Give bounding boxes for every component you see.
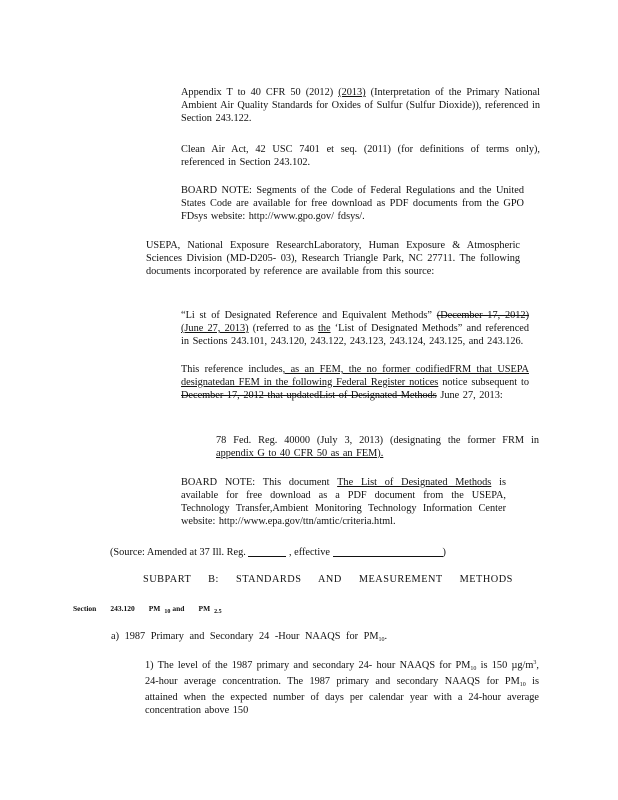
reference-includes-text: notice subsequent to <box>438 376 529 388</box>
inserted-text: (June 27, 2013) <box>181 322 249 334</box>
item-1-text: , 24-hour average concentration. The 1987 primary and secondary NAAQS for PM <box>145 660 539 687</box>
list-ref-text: ‘List of Designated Methods” and referenced in Sections 243.101, 243.120, 243.122, 243.123, 243.124, 243.125, and 243.126. <box>181 322 529 347</box>
section-heading <box>73 604 236 615</box>
clean-air-act-paragraph: Clean Air Act, 42 USC 7401 et seq. (2011) (for definitions of terms only), referenced in Section 243.102. <box>181 144 540 168</box>
reference-includes-text: This reference includes <box>181 364 283 375</box>
section-label: Section <box>73 604 97 613</box>
subsection-a <box>111 630 387 647</box>
subsection-a-end: . <box>384 631 388 642</box>
board-note-gpo: BOARD NOTE: Segments of the Code of Federal Regulations and the United States Code are available for free download as PDF documents from the GPO FDsys website: http://www.gpo.gov/ fdsys/. <box>181 185 524 222</box>
list-designated-methods-paragraph <box>181 310 529 349</box>
item-1-text: is 150 µg/m <box>476 660 534 671</box>
section-number: 243.120 <box>110 604 135 613</box>
subscript-10: 10 <box>519 681 526 688</box>
appendix-t-text: Appendix T to 40 CFR 50 (2012) <box>181 87 339 98</box>
item-1-paragraph <box>145 657 539 718</box>
blank-effective-date <box>333 546 443 557</box>
section-sub-10: 10 <box>164 609 171 615</box>
section-pm: PM <box>148 604 161 613</box>
reference-includes-paragraph <box>181 364 529 403</box>
appendix-t-paragraph <box>181 87 540 126</box>
usepa-source-paragraph: USEPA, National Exposure ResearchLaboratory, Human Exposure & Atmospheric Sciences Division (MD-D205- 03), Research Triangle Park, NC 27711. The following documents incorporated by reference are available from this source: <box>146 240 520 277</box>
inserted-text: (2013) <box>338 87 366 98</box>
board-note-list <box>181 477 506 529</box>
fed-reg-text: 78 Fed. Reg. 40000 (July 3, 2013) (designating the former FRM in <box>216 435 539 446</box>
reference-includes-text: June 27, 2013: <box>436 389 503 401</box>
section-pm: PM <box>198 604 211 613</box>
subpart-heading: SUBPART B: STANDARDS AND MEASUREMENT METHODS <box>143 574 513 585</box>
source-line <box>110 546 446 559</box>
appendix-t-text-cont: (Interpretation of the Primary National Ambient Air Quality Standards for Oxides of Sulfur (Sulfur Dioxide)), referenced in Section 243.122. <box>181 87 540 124</box>
inserted-text: the <box>317 322 331 334</box>
inserted-text: appendix G to 40 CFR 50 as an FEM). <box>216 447 384 459</box>
struck-text: December 17, 2012 that updatedList of Designated Methods <box>181 389 437 401</box>
fed-reg-paragraph <box>216 435 539 461</box>
struck-text: (December 17, 2012) <box>436 310 530 321</box>
board-note-text: BOARD NOTE: This document <box>181 477 338 488</box>
subscript-10: 10 <box>470 666 477 672</box>
item-1-text: 1) The level of the 1987 primary and secondary 24- hour NAAQS for PM <box>145 660 471 671</box>
inserted-text: , as an FEM, the no former codifiedFRM that USEPA designatedan FEM in the following Federal Register notices <box>181 364 529 388</box>
section-sub-2-5: 2.5 <box>214 609 222 615</box>
source-text: (Source: Amended at 37 Ill. Reg. <box>110 547 249 558</box>
source-text: ) <box>442 547 446 558</box>
section-and: and <box>172 604 185 613</box>
item-1-text: is attained when the expected number of days per calendar year with a 24-hour average concentration above 150 <box>145 675 539 716</box>
list-ref-text: (referred to as <box>248 322 318 334</box>
blank-register-number <box>248 546 286 557</box>
subscript-10: 10 <box>378 637 385 643</box>
source-text: , effective <box>286 547 333 558</box>
subsection-a-text: a) 1987 Primary and Secondary 24 -Hour NAAQS for PM <box>111 631 379 642</box>
board-note-text: is available for free download as a PDF document from the USEPA, Technology Transfer,Ambient Monitoring Technology Information Center website: http://www.epa.gov/ttn/amtic/criteria.html. <box>181 477 506 527</box>
inserted-text: The List of Designated Methods <box>337 477 492 488</box>
superscript-3: 3 <box>533 660 537 666</box>
list-ref-text: “Li st of Designated Reference and Equivalent Methods” <box>181 310 437 321</box>
